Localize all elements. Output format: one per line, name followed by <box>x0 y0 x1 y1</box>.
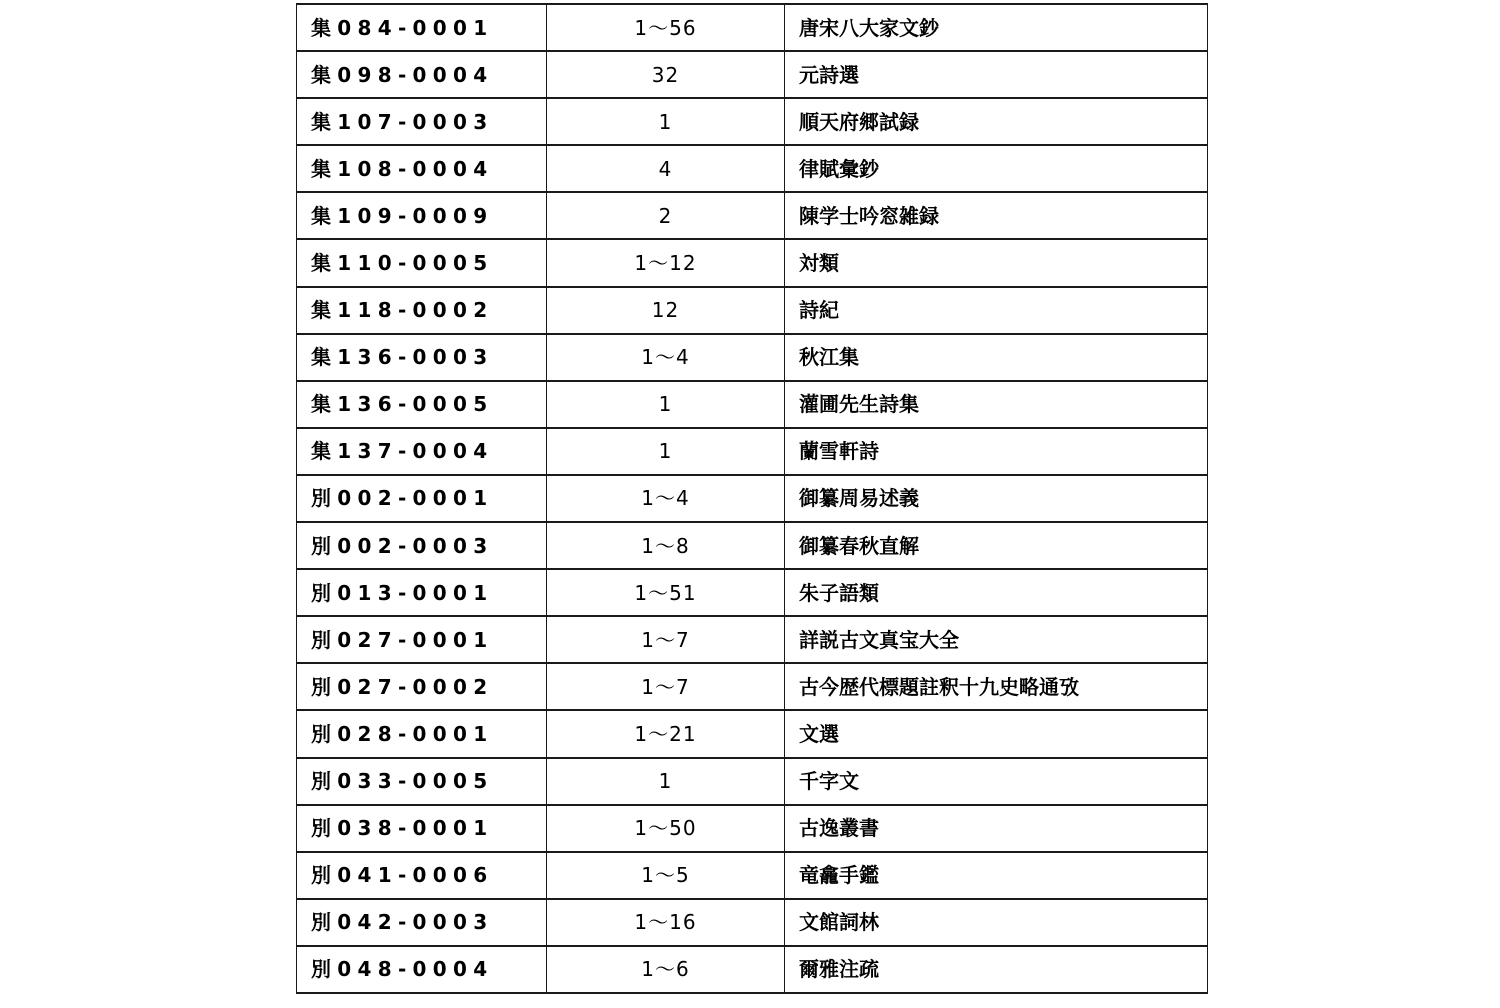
book-title-cell: 順天府郷試録 <box>785 98 1208 145</box>
book-title-cell: 文館詞林 <box>785 899 1208 946</box>
book-title-cell: 竜龕手鑑 <box>785 852 1208 899</box>
table-row <box>297 616 1208 663</box>
volume-range-cell: 1～4 <box>547 334 785 381</box>
call-number-cell: 別027-0001 <box>297 616 547 663</box>
call-number-cell: 別041-0006 <box>297 852 547 899</box>
table-row <box>297 4 1208 51</box>
call-number-cell: 集137-0004 <box>297 428 547 475</box>
call-number-cell: 別027-0002 <box>297 663 547 710</box>
volume-range-cell: 1～8 <box>547 522 785 569</box>
volume-range-cell: 1～16 <box>547 899 785 946</box>
table-row <box>297 334 1208 381</box>
book-title-cell: 対類 <box>785 239 1208 286</box>
book-title-cell: 古今歴代標題註釈十九史略通攷 <box>785 663 1208 710</box>
volume-range-cell: 1 <box>547 98 785 145</box>
book-title-cell: 唐宋八大家文鈔 <box>785 4 1208 51</box>
table-row <box>297 758 1208 805</box>
call-number-cell: 集109-0009 <box>297 192 547 239</box>
call-number-cell: 別002-0001 <box>297 475 547 522</box>
book-title-cell: 爾雅注疏 <box>785 946 1208 993</box>
volume-range-cell: 1～56 <box>547 4 785 51</box>
table-row <box>297 192 1208 239</box>
book-title-cell: 御纂春秋直解 <box>785 522 1208 569</box>
call-number-cell: 別002-0003 <box>297 522 547 569</box>
volume-range-cell: 2 <box>547 192 785 239</box>
call-number-cell: 別042-0003 <box>297 899 547 946</box>
book-title-cell: 朱子語類 <box>785 569 1208 616</box>
call-number-cell: 別013-0001 <box>297 569 547 616</box>
book-title-cell: 律賦彙鈔 <box>785 145 1208 192</box>
call-number-cell: 集136-0003 <box>297 334 547 381</box>
call-number-cell: 集110-0005 <box>297 239 547 286</box>
table-row <box>297 287 1208 334</box>
catalog-table-body <box>297 4 1208 993</box>
book-title-cell: 文選 <box>785 710 1208 757</box>
volume-range-cell: 32 <box>547 51 785 98</box>
call-number-cell: 集084-0001 <box>297 4 547 51</box>
call-number-cell: 集118-0002 <box>297 287 547 334</box>
volume-range-cell: 1～7 <box>547 663 785 710</box>
book-title-cell: 千字文 <box>785 758 1208 805</box>
table-row <box>297 805 1208 852</box>
table-row <box>297 663 1208 710</box>
book-title-cell: 詩紀 <box>785 287 1208 334</box>
table-row <box>297 145 1208 192</box>
table-row <box>297 852 1208 899</box>
call-number-cell: 別028-0001 <box>297 710 547 757</box>
table-row <box>297 710 1208 757</box>
volume-range-cell: 12 <box>547 287 785 334</box>
volume-range-cell: 4 <box>547 145 785 192</box>
table-row <box>297 98 1208 145</box>
table-row <box>297 381 1208 428</box>
call-number-cell: 別033-0005 <box>297 758 547 805</box>
book-title-cell: 元詩選 <box>785 51 1208 98</box>
call-number-cell: 集107-0003 <box>297 98 547 145</box>
call-number-cell: 集136-0005 <box>297 381 547 428</box>
book-title-cell: 古逸叢書 <box>785 805 1208 852</box>
book-title-cell: 蘭雪軒詩 <box>785 428 1208 475</box>
table-row <box>297 428 1208 475</box>
table-row <box>297 239 1208 286</box>
call-number-cell: 別038-0001 <box>297 805 547 852</box>
table-row <box>297 899 1208 946</box>
table-row <box>297 569 1208 616</box>
call-number-cell: 集108-0004 <box>297 145 547 192</box>
table-row <box>297 475 1208 522</box>
book-title-cell: 陳学士吟窓雑録 <box>785 192 1208 239</box>
volume-range-cell: 1 <box>547 381 785 428</box>
volume-range-cell: 1～7 <box>547 616 785 663</box>
book-title-cell: 詳説古文真宝大全 <box>785 616 1208 663</box>
volume-range-cell: 1～12 <box>547 239 785 286</box>
volume-range-cell: 1 <box>547 428 785 475</box>
book-title-cell: 秋江集 <box>785 334 1208 381</box>
book-title-cell: 灌圃先生詩集 <box>785 381 1208 428</box>
volume-range-cell: 1～4 <box>547 475 785 522</box>
table-row <box>297 522 1208 569</box>
call-number-cell: 別048-0004 <box>297 946 547 993</box>
catalog-table <box>296 3 1208 994</box>
volume-range-cell: 1～6 <box>547 946 785 993</box>
volume-range-cell: 1～50 <box>547 805 785 852</box>
volume-range-cell: 1～21 <box>547 710 785 757</box>
volume-range-cell: 1～5 <box>547 852 785 899</box>
volume-range-cell: 1 <box>547 758 785 805</box>
call-number-cell: 集098-0004 <box>297 51 547 98</box>
volume-range-cell: 1～51 <box>547 569 785 616</box>
book-title-cell: 御纂周易述義 <box>785 475 1208 522</box>
table-row <box>297 946 1208 993</box>
table-row <box>297 51 1208 98</box>
